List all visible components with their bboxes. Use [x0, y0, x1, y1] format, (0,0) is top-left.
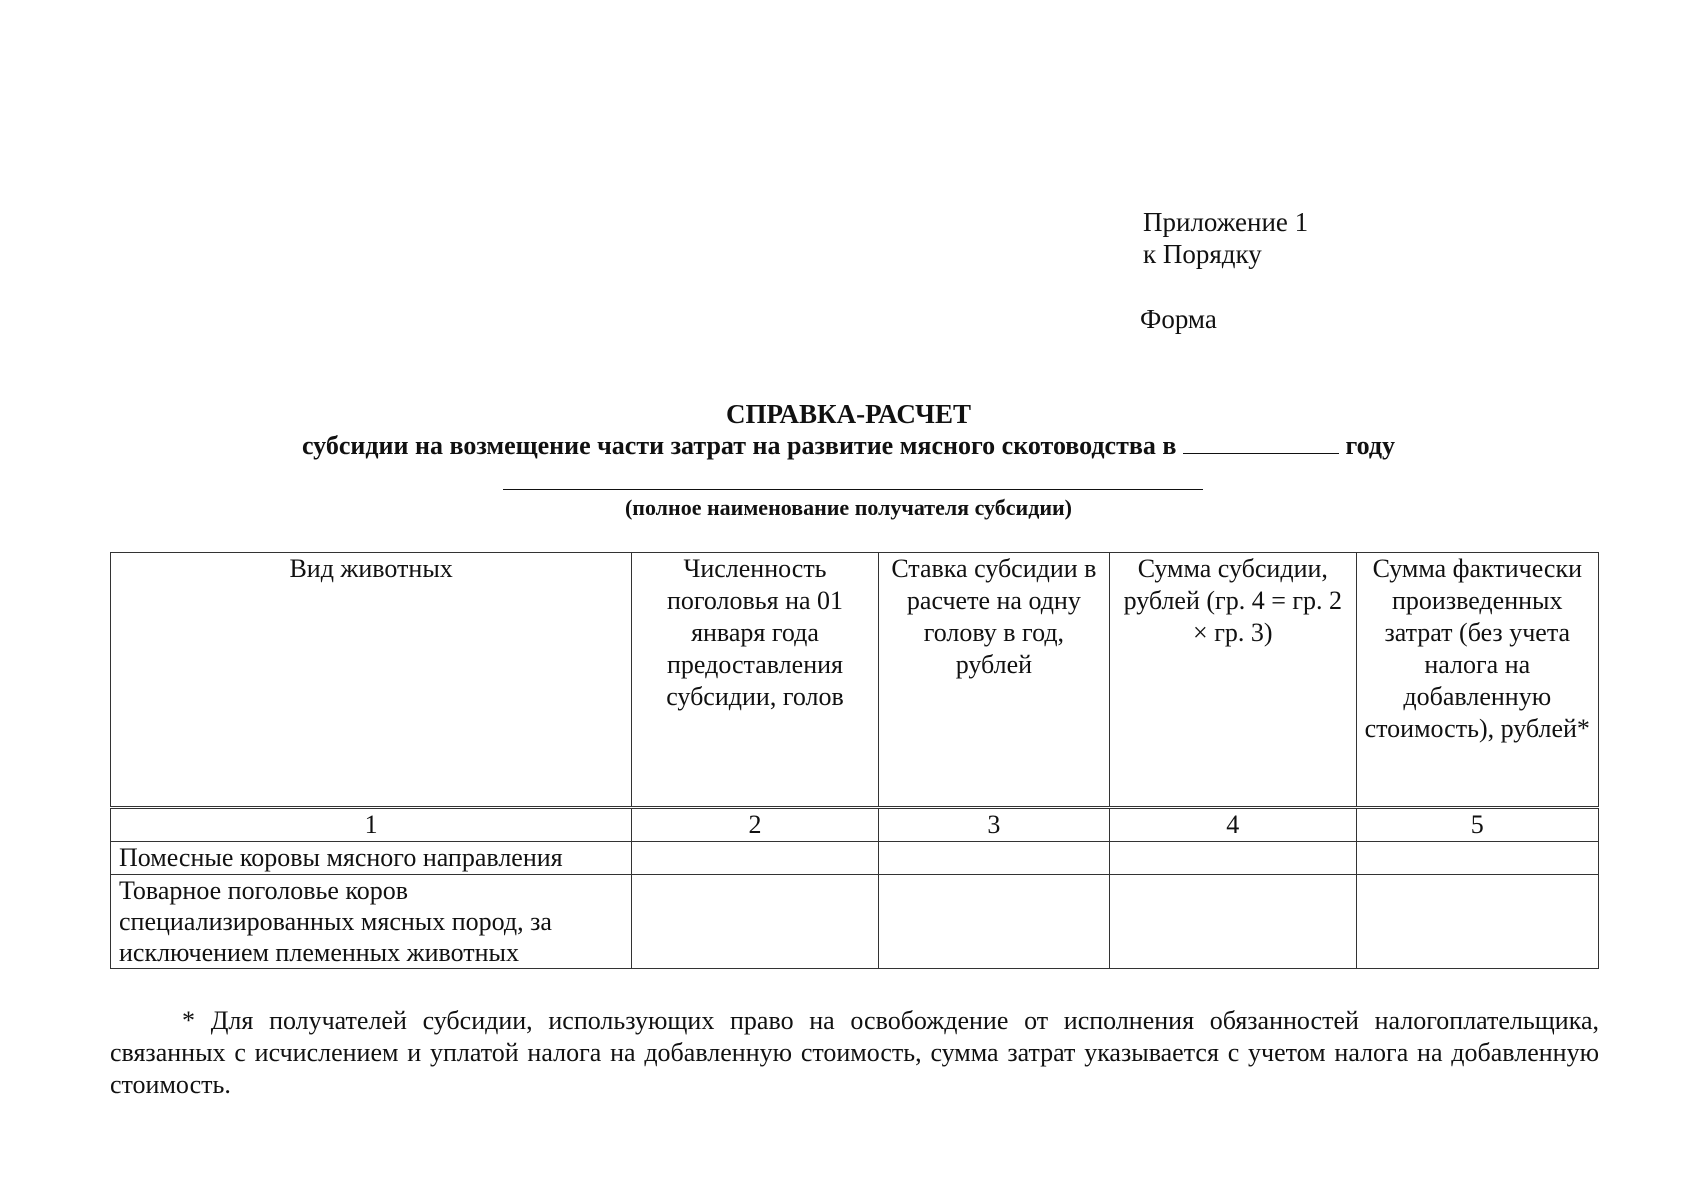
subtitle-text: субсидии на возмещение части затрат на развитие мясного скотоводства в	[301, 431, 1177, 460]
header-headcount: Численность поголовья на 01 января года предоставления субсидии, голов	[632, 553, 878, 808]
footnote: * Для получателей субсидии, использующих право на освобождение от исполнения обязанностей налогоплательщика, связанных с исчислением и уплатой налога на добавленную стоимость, сумма затрат указывается с учетом налога на добавленную стоимость.	[110, 1006, 1599, 1099]
appendix-line-1: Приложение 1	[1143, 207, 1309, 237]
form-label: Форма	[1140, 304, 1217, 334]
column-number: 5	[1356, 808, 1598, 842]
recipient-name-blank-field[interactable]	[503, 489, 1203, 490]
header-animal-type: Вид животных	[111, 553, 632, 808]
rate-cell[interactable]	[878, 842, 1109, 875]
column-number: 3	[878, 808, 1109, 842]
row-label-commercial-cows: Товарное поголовье коров специализированных мясных пород, за исключением племенных животных	[111, 875, 632, 969]
header-rate: Ставка субсидии в расчете на одну голову в год, рублей	[878, 553, 1109, 808]
table-row	[111, 875, 1599, 969]
header-actual-costs: Сумма фактически произведенных затрат (без учета налога на добавленную стоимость), рублей*	[1356, 553, 1598, 808]
rate-cell[interactable]	[878, 875, 1109, 969]
row-label-crossbred-cows: Помесные коровы мясного направления	[111, 842, 632, 875]
subsidy-amount-cell[interactable]	[1110, 842, 1356, 875]
document-subtitle	[0, 430, 1697, 462]
headcount-cell[interactable]	[632, 842, 878, 875]
actual-costs-cell[interactable]	[1356, 842, 1598, 875]
table-header-row	[111, 553, 1599, 808]
subtitle-year-word: году	[1345, 431, 1396, 460]
header-subsidy-amount: Сумма субсидии, рублей (гр. 4 = гр. 2 × гр. 3)	[1110, 553, 1356, 808]
subsidy-table	[110, 552, 1599, 969]
column-number: 2	[632, 808, 878, 842]
column-number: 1	[111, 808, 632, 842]
document-title: СПРАВКА-РАСЧЕТ	[726, 399, 971, 429]
year-blank-field[interactable]	[1183, 431, 1339, 454]
appendix-line-2: к Порядку	[1143, 239, 1262, 269]
table-row	[111, 842, 1599, 875]
column-number: 4	[1110, 808, 1356, 842]
actual-costs-cell[interactable]	[1356, 875, 1598, 969]
appendix-note	[1143, 206, 1308, 270]
headcount-cell[interactable]	[632, 875, 878, 969]
column-number-row	[111, 808, 1599, 842]
subsidy-amount-cell[interactable]	[1110, 875, 1356, 969]
recipient-caption: (полное наименование получателя субсидии)	[624, 495, 1073, 520]
